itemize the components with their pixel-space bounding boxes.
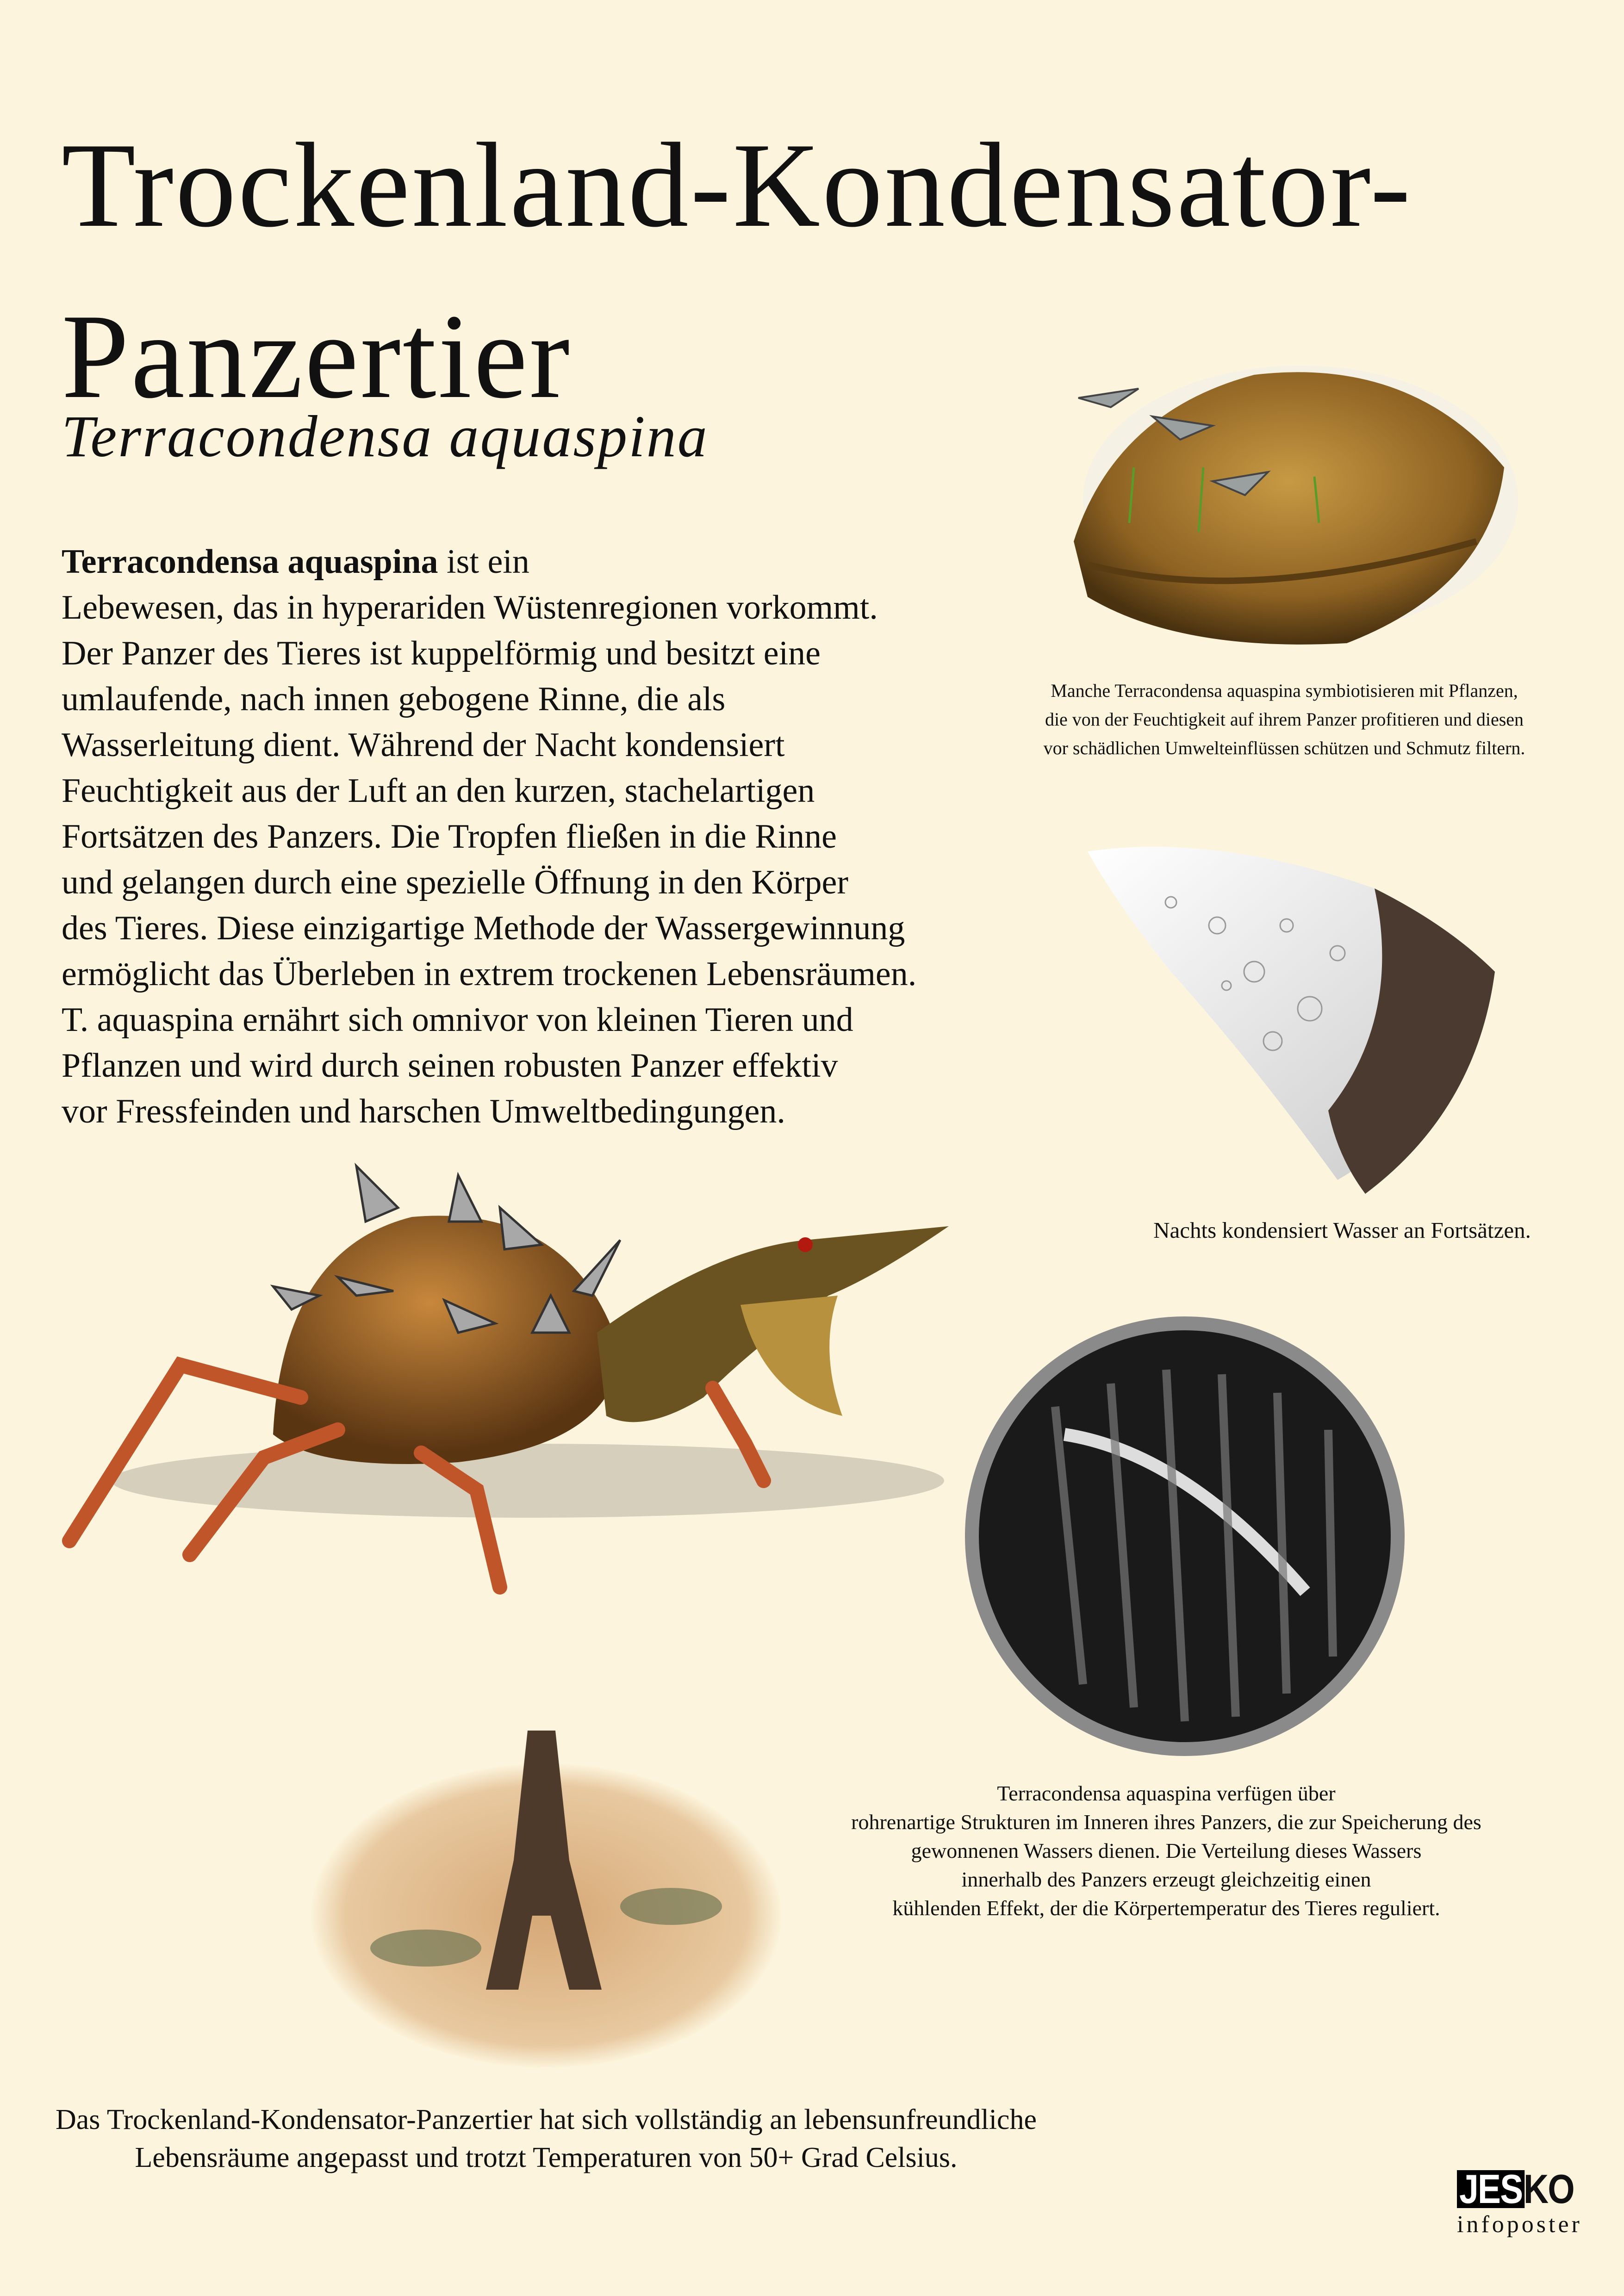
intro-line: Lebewesen, das in hyperariden Wüstenregionen vorkommt. — [62, 589, 878, 627]
logo-part1: JES — [1457, 2170, 1524, 2208]
desert-eiffel-tower-image — [310, 1731, 782, 2068]
shell-with-plants-image — [1060, 347, 1523, 671]
intro-line: umlaufende, nach innen gebogene Rinne, die als — [62, 680, 726, 718]
intro-paragraph — [62, 539, 1010, 1135]
intro-line: Feuchtigkeit aus der Luft an den kurzen, stachelartigen — [62, 772, 815, 810]
intro-line: vor Fressfeinden und harschen Umweltbedingungen. — [62, 1092, 785, 1130]
intro-line: ist ein — [438, 543, 529, 581]
intro-line: ermöglicht das Überleben in extrem trockenen Lebensräumen. — [62, 955, 917, 993]
footer-summary: Das Trockenland-Kondensator-Panzertier hat sich vollständig an lebensunfreundliche Lebensräume angepasst und trotzt Temperaturen von 50+ Grad Celsius. — [56, 2104, 1037, 2173]
condensation-spike-image — [1078, 833, 1504, 1203]
intro-line: Pflanzen und wird durch seinen robusten Panzer effektiv — [62, 1047, 838, 1085]
title-line-2: Panzertier — [62, 289, 572, 423]
intro-line: Wasserleitung dient. Während der Nacht kondensiert — [62, 726, 785, 764]
xray-shell-image — [963, 1314, 1407, 1758]
jesko-logo — [1457, 2166, 1583, 2238]
intro-bold-name: Terracondensa aquaspina — [62, 543, 438, 581]
intro-line: des Tieres. Diese einzigartige Methode der Wassergewinnung — [62, 909, 905, 947]
intro-line: T. aquaspina ernährt sich omnivor von kleinen Tieren und — [62, 1001, 853, 1039]
scientific-name: Terracondensa aquaspina — [62, 403, 709, 469]
logo-subtitle: infoposter — [1457, 2211, 1582, 2238]
creature-illustration — [42, 1157, 967, 1606]
spike-caption: Nachts kondensiert Wasser an Fortsätzen. — [1153, 1217, 1531, 1243]
title-line-1: Trockenland-Kondensator- — [62, 118, 1412, 252]
plants-caption: Manche Terracondensa aquaspina symbiotisieren mit Pflanzen, die von der Feuchtigkeit auf ihrem Panzer profitieren und diesen vor schädlichen Umwelteinflüssen schützen und Schmutz filtern. — [1043, 680, 1525, 758]
intro-line: Fortsätzen des Panzers. Die Tropfen fließen in die Rinne — [62, 818, 837, 856]
logo-part2: KO — [1524, 2166, 1574, 2212]
intro-line: Der Panzer des Tieres ist kuppelförmig und besitzt eine — [62, 634, 821, 672]
intro-line: und gelangen durch eine spezielle Öffnung in den Körper — [62, 863, 849, 901]
xray-caption: Terracondensa aquaspina verfügen über rohrenartige Strukturen im Inneren ihres Panzers, die zur Speicherung des gewonnenen Wassers dienen. Die Verteilung dieses Wassers innerhalb des Panzers erzeugt gleichzeitig einen kühlenden Effekt, der die Körpertemperatur des Tieres reguliert. — [851, 1781, 1481, 1920]
